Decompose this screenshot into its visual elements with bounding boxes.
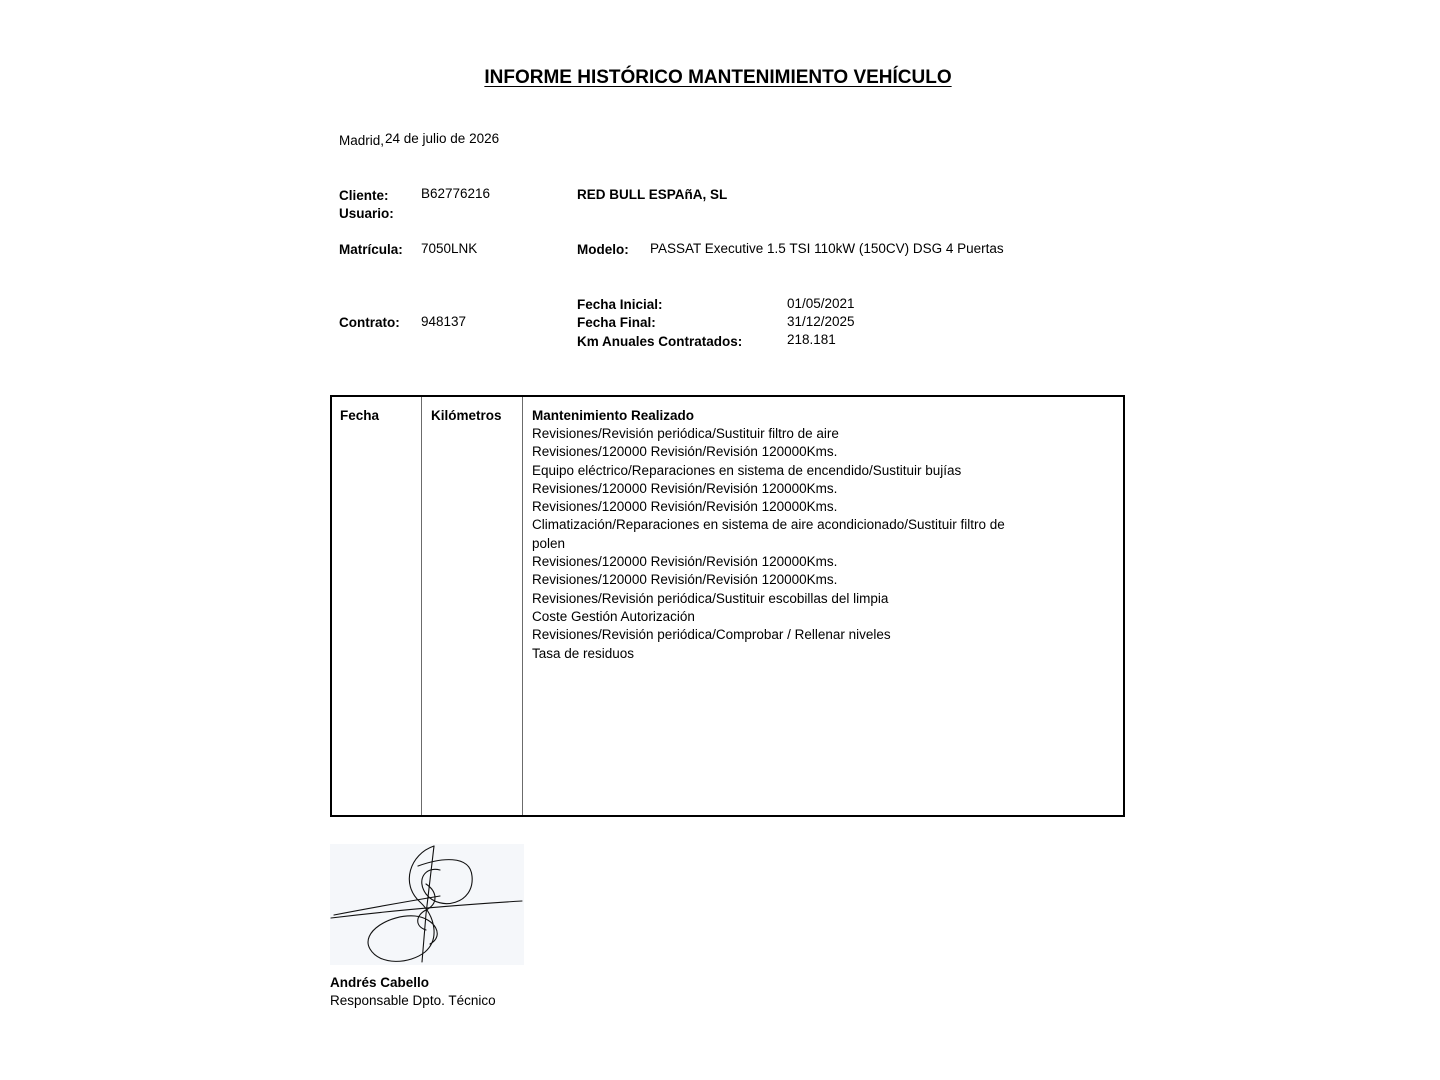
list-item: Tasa de residuos (532, 645, 635, 661)
matricula-value: 7050LNK (421, 241, 478, 256)
list-item: Revisiones/120000 Revisión/Revisión 120000Kms. (532, 499, 838, 515)
company-name: RED BULL ESPAñA, SL (577, 187, 728, 202)
column-header-kilometros: Kilómetros (431, 408, 502, 423)
list-item: Coste Gestión Autorización (532, 608, 695, 624)
cliente-value: B62776216 (421, 186, 491, 201)
list-item: Revisiones/120000 Revisión/Revisión 120000Kms. (532, 554, 838, 570)
document-title: INFORME HISTÓRICO MANTENIMIENTO VEHÍCULO (484, 67, 952, 88)
column-header-fecha: Fecha (340, 408, 380, 423)
signer-role: Responsable Dpto. Técnico (330, 993, 496, 1008)
contrato-label: Contrato: (339, 315, 400, 330)
list-item: Revisiones/120000 Revisión/Revisión 120000Kms. (532, 480, 838, 496)
km-anuales-value: 218.181 (787, 332, 836, 347)
usuario-label: Usuario: (339, 206, 394, 221)
matricula-label: Matrícula: (339, 242, 403, 257)
maintenance-table (330, 395, 1125, 817)
list-item: Revisiones/Revisión periódica/Sustituir filtro de aire (532, 426, 839, 441)
signature-scribble (330, 844, 524, 965)
fecha-inicial-label: Fecha Inicial: (577, 297, 663, 312)
contrato-value: 948137 (421, 314, 467, 329)
cliente-label: Cliente: (339, 188, 389, 203)
fecha-final-value: 31/12/2025 (787, 314, 855, 329)
signature-image (330, 844, 524, 965)
list-item: Revisiones/Revisión periódica/Comprobar / Rellenar niveles (532, 627, 891, 643)
km-anuales-label: Km Anuales Contratados: (577, 334, 743, 349)
list-item: Revisiones/120000 Revisión/Revisión 120000Kms. (532, 572, 838, 588)
list-item: Revisiones/Revisión periódica/Sustituir escobillas del limpia (532, 590, 889, 606)
document-date: 24 de julio de 2026 (385, 131, 500, 146)
column-header-mantenimiento: Mantenimiento Realizado (532, 408, 695, 423)
maintenance-list (532, 425, 1005, 663)
list-item: polen (532, 535, 566, 551)
table-divider (421, 397, 422, 815)
list-item: Revisiones/120000 Revisión/Revisión 120000Kms. (532, 444, 838, 460)
modelo-value: PASSAT Executive 1.5 TSI 110kW (150CV) DSG 4 Puertas (650, 241, 1004, 256)
fecha-final-label: Fecha Final: (577, 315, 656, 330)
list-item: Equipo eléctrico/Reparaciones en sistema de encendido/Sustituir bujías (532, 462, 962, 478)
table-divider (522, 397, 523, 815)
list-item: Climatización/Reparaciones en sistema de aire acondicionado/Sustituir filtro de (532, 517, 1005, 533)
document-place: Madrid, (339, 133, 385, 148)
modelo-label: Modelo: (577, 242, 629, 257)
fecha-inicial-value: 01/05/2021 (787, 296, 855, 311)
signer-name: Andrés Cabello (330, 975, 430, 990)
